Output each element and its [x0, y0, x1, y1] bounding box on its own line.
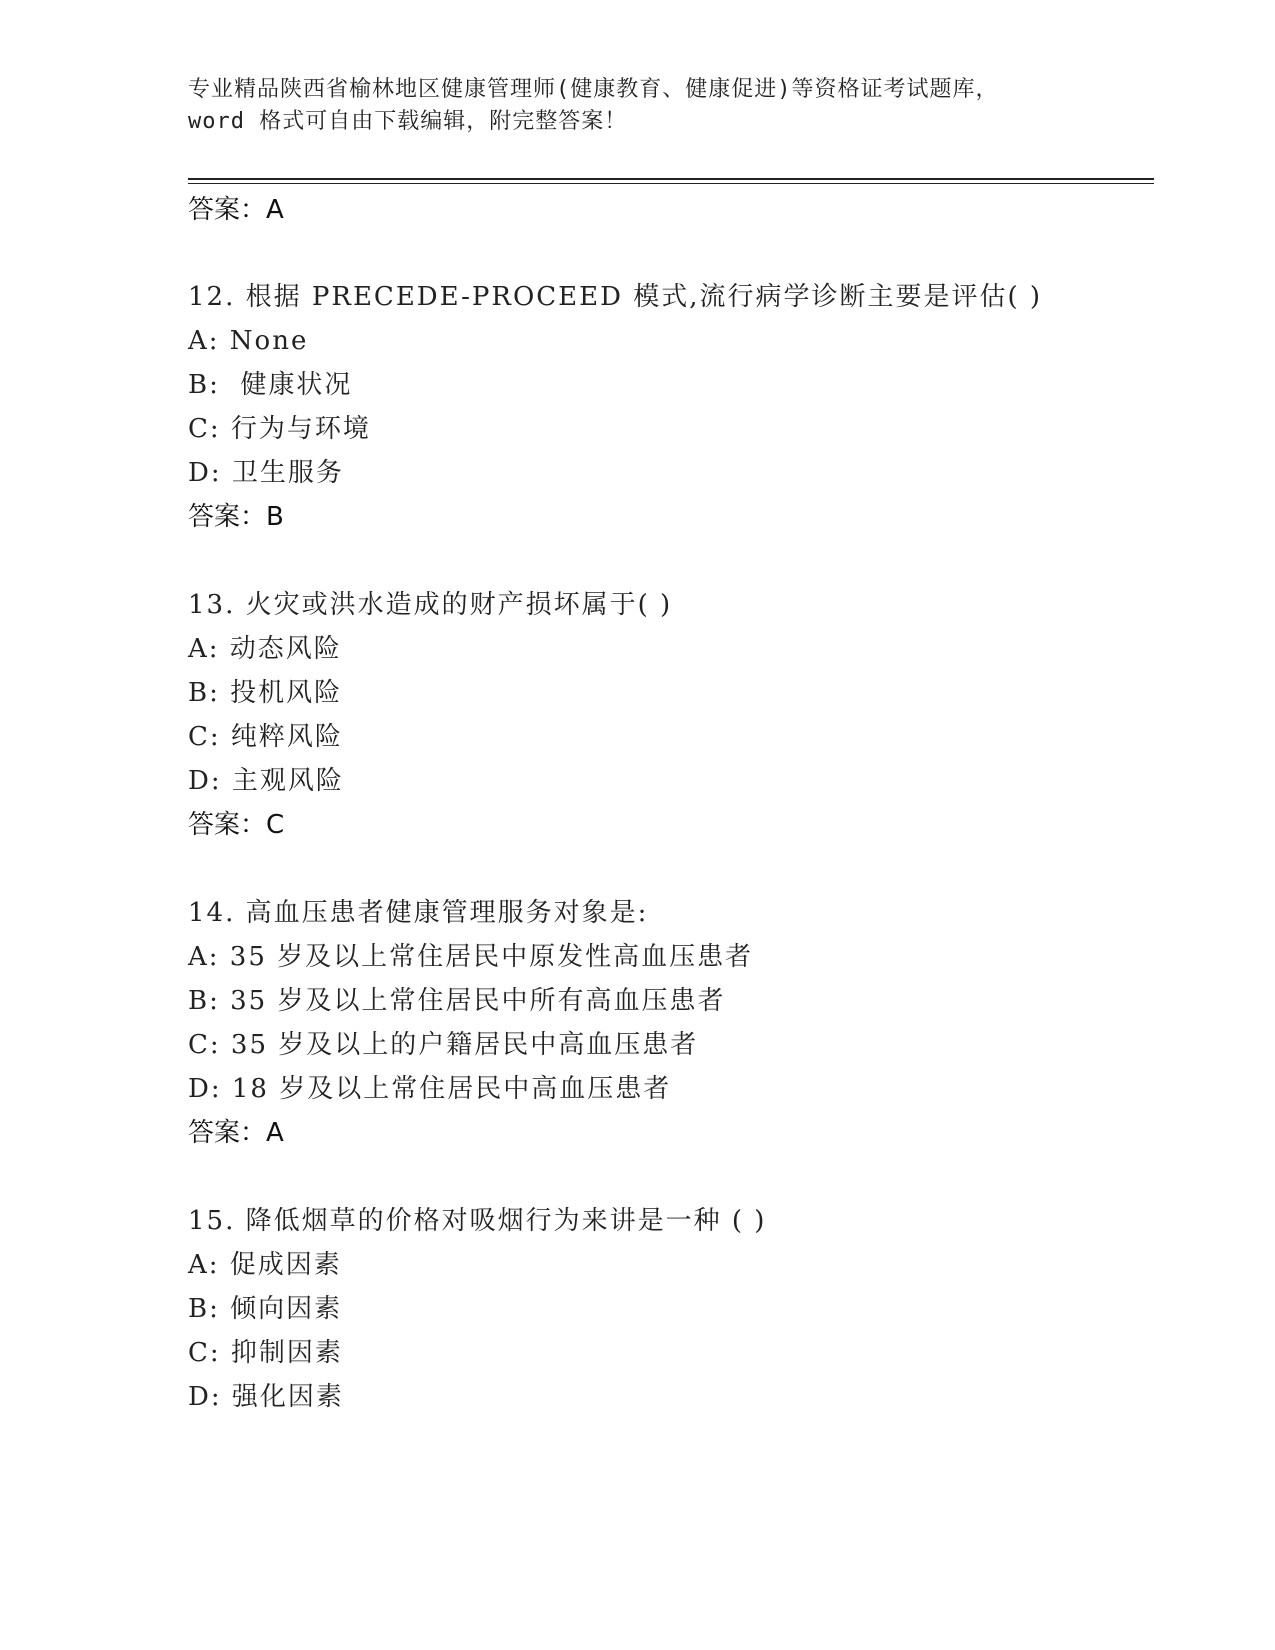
header-line-2: word 格式可自由下载编辑，附完整答案！: [188, 109, 628, 134]
document-header: [188, 74, 1068, 138]
header-rule-thick: [188, 178, 1154, 180]
question-13-option-a: A: 动态风险: [188, 634, 342, 664]
previous-answer: 答案：A: [188, 195, 284, 225]
question-12-option-b: B: 健康状况: [188, 370, 353, 400]
question-14-stem: 14. 高血压患者健康管理服务对象是:: [188, 898, 649, 928]
question-15-option-b: B: 倾向因素: [188, 1294, 343, 1324]
question-15-option-c: C: 抑制因素: [188, 1338, 343, 1368]
question-13-stem: 13. 火灾或洪水造成的财产损坏属于( ): [188, 590, 673, 620]
question-13-option-b: B: 投机风险: [188, 678, 343, 708]
question-12-option-a: A: None: [188, 326, 309, 356]
question-13-option-d: D: 主观风险: [188, 766, 344, 796]
question-14-answer: 答案：A: [188, 1118, 284, 1148]
question-14-option-a: A: 35 岁及以上常住居民中原发性高血压患者: [188, 942, 754, 972]
question-14-option-b: B: 35 岁及以上常住居民中所有高血压患者: [188, 986, 726, 1016]
question-15-option-d: D: 强化因素: [188, 1382, 344, 1412]
question-13-answer: 答案：C: [188, 810, 285, 840]
question-15-stem: 15. 降低烟草的价格对吸烟行为来讲是一种 ( ): [188, 1206, 767, 1236]
header-rule-thin: [188, 183, 1154, 184]
question-12-option-c: C: 行为与环境: [188, 414, 371, 444]
header-line-1: 专业精品陕西省榆林地区健康管理师(健康教育、健康促进)等资格证考试题库，: [188, 77, 999, 102]
question-12-stem: 12. 根据 PRECEDE-PROCEED 模式,流行病学诊断主要是评估( ): [188, 282, 1043, 312]
question-15-option-a: A: 促成因素: [188, 1250, 342, 1280]
question-12-answer: 答案：B: [188, 502, 284, 532]
question-13-option-c: C: 纯粹风险: [188, 722, 343, 752]
question-14-option-c: C: 35 岁及以上的户籍居民中高血压患者: [188, 1030, 699, 1060]
question-12-option-d: D: 卫生服务: [188, 458, 344, 488]
question-14-option-d: D: 18 岁及以上常住居民中高血压患者: [188, 1074, 672, 1104]
